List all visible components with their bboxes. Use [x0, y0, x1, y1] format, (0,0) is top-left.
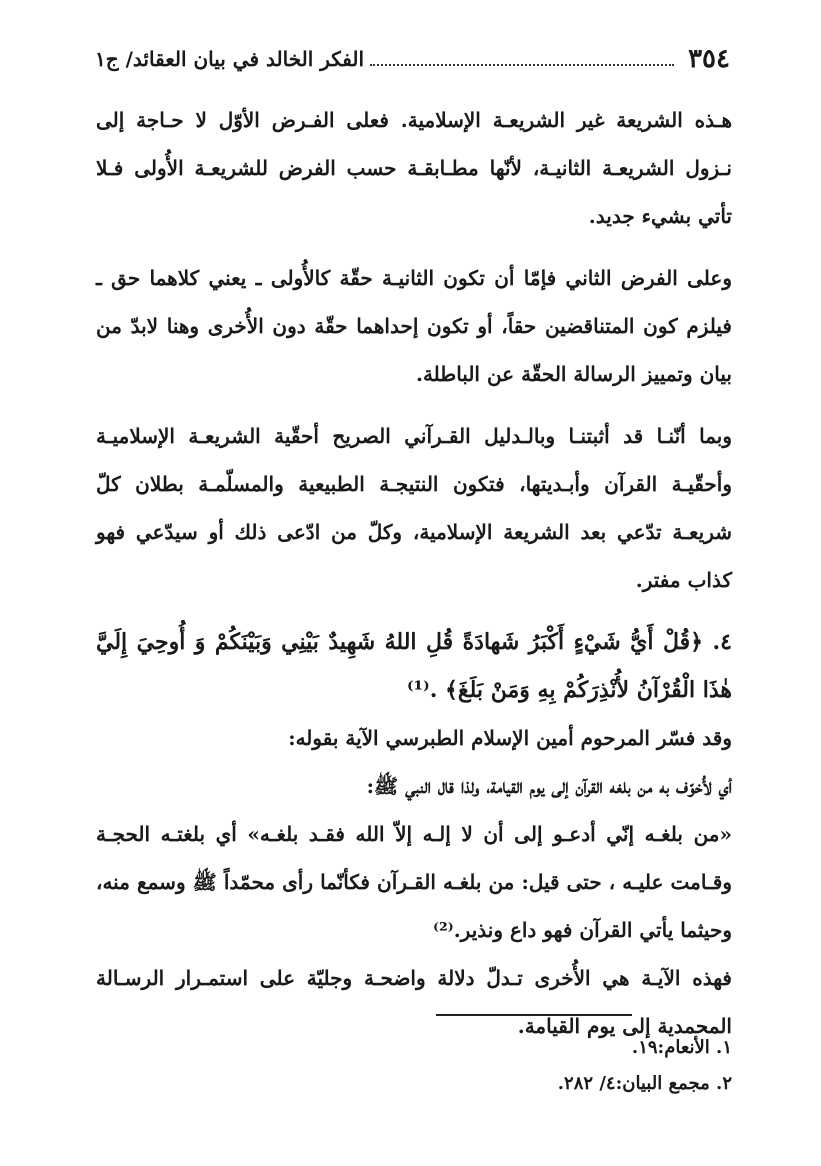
page-number: ٣٥٤ — [688, 44, 730, 74]
footnote-1: ١. الأنعام:١٩. — [631, 1037, 732, 1058]
page-body — [96, 96, 732, 1064]
paragraph-3: وبما أنّنـا قد أثبتنـا وبالـدليل القـرآني الصريح أحقّية الشريعـة الإسلاميـة وأحقّيـة القرآن وأبـديتها، فتكون النتيجـة الطبيعية والمسلّمـة بطلان كلّ شريعـة تدّعي بعد الشريعة الإسلامية، وكلّ من ادّعى ذلك أو سيدّعي فهو كذاب مفتر. — [96, 424, 732, 592]
paragraph-1: هـذه الشريعة غير الشريعـة الإسلامية. فعلى الفـرض الأوّل لا حـاجة إلى نـزول الشريعـة الثانيـة، لأنّها مطـابقـة حسب الفرض للشريعـة الأُولى فـلا تأتي بشيء جديد. — [96, 108, 732, 228]
conclusion-paragraph: فهذه الآيـة هي الأُخرى تـدلّ دلالة واضحـة وجليّة على استمـرار الرسـالة المحمدية إلى يوم القيامة. — [96, 966, 732, 1038]
commentary-text: أي لأُخوّف به من بلغه القرآن إلى يوم القيامة، ولذا قال النبي ﷺ: — [366, 774, 732, 798]
hadith-quote: «من بلغـه إنّي أدعـو إلى أن لا إلـه إلاّ الله فقـد بلغـه» أي بلغتـه الحجـة وقـامت عليـه ، حتى قيل: من بلغـه القـرآن فكأنّما رأى محمّداً ﷺ وسمع منه، وحيثما يأتي القرآن فهو داع ونذير.⁽²⁾ — [96, 822, 732, 942]
quran-verse: ٤. ﴿قُلْ أَيُّ شَيْءٍ أَكْبَرُ شَهادَةً قُلِ اللهُ شَهِيدٌ بَيْنِي وَبَيْنَكُمْ وَ أُوحِيَ إِلَيَّ هٰذَا الْقُرْآنُ لأُنْذِرَكُمْ بِهِ وَمَنْ بَلَغَ﴾ .⁽¹⁾ — [96, 629, 732, 703]
footnotes — [420, 1030, 732, 1102]
page-header — [95, 40, 730, 74]
commentary-intro: وقد فسّر المرحوم أمين الإسلام الطبرسي الآية بقوله: — [288, 726, 732, 750]
paragraph-2: وعلى الفرض الثاني فإمّا أن تكون الثانيـة حقّة كالأُولى ـ يعني كلاهما حق ـ فيلزم كون المتناقضين حقاً، أو تكون إحداهما حقّة دون الأُخرى وهنا لابدّ من بيان وتمييز الرسالة الحقّة عن الباطلة. — [96, 266, 732, 386]
footnote-divider — [436, 1014, 632, 1016]
footnote-2: ٢. مجمع البيان:٤/ ٢٨٢. — [557, 1073, 732, 1094]
running-title: الفكر الخالد في بيان العقائد/ ج١ — [95, 47, 365, 71]
header-dotted-leader — [370, 64, 674, 66]
